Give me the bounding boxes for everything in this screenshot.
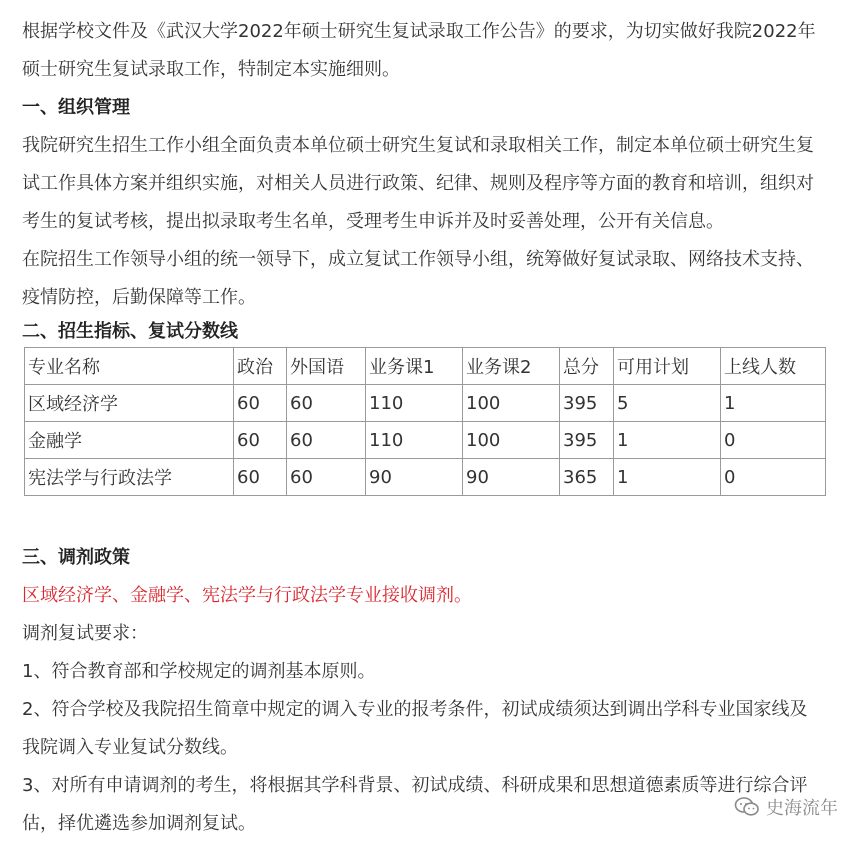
- header-cell: 总分: [560, 348, 614, 385]
- table-cell: 0: [721, 459, 826, 496]
- table-cell: 5: [614, 385, 721, 422]
- table-cell: 1: [614, 459, 721, 496]
- intro-line-1: 根据学校文件及《武汉大学2022年硕士研究生复试录取工作公告》的要求，为切实做好我院2022年: [22, 21, 816, 42]
- table-cell: 1: [721, 385, 826, 422]
- watermark-text: 史海流年: [766, 798, 838, 819]
- table-cell: 60: [287, 385, 366, 422]
- watermark: [734, 794, 838, 820]
- header-cell: 上线人数: [721, 348, 826, 385]
- table-cell: 1: [614, 422, 721, 459]
- section1-line-1: 我院研究生招生工作小组全面负责本单位硕士研究生复试和录取相关工作，制定本单位硕士研究生复: [22, 135, 814, 156]
- section1-line-2: 试工作具体方案并组织实施，对相关人员进行政策、纪律、规则及程序等方面的教育和培训，组织对: [22, 173, 814, 194]
- section3-line-1: 调剂复试要求：: [22, 623, 148, 644]
- header-cell: 业务课1: [366, 348, 463, 385]
- section1-heading: 一、组织管理: [22, 97, 130, 118]
- table-row: [25, 422, 826, 459]
- header-cell: 业务课2: [463, 348, 560, 385]
- table-cell: 宪法学与行政法学: [25, 459, 234, 496]
- section3-line-5: 3、对所有申请调剂的考生，将根据其学科背景、初试成绩、科研成果和思想道德素质等进行综合评: [22, 775, 808, 796]
- section3-line-6: 估，择优遴选参加调剂复试。: [22, 813, 256, 834]
- intro-line-2: 硕士研究生复试录取工作，特制定本实施细则。: [22, 59, 400, 80]
- table-row: [25, 385, 826, 422]
- score-table: [24, 347, 826, 496]
- table-cell: 100: [463, 422, 560, 459]
- section2-heading: 二、招生指标、复试分数线: [22, 321, 238, 342]
- section1-line-4: 在院招生工作领导小组的统一领导下，成立复试工作领导小组，统筹做好复试录取、网络技术支持、: [22, 249, 814, 270]
- section3-line-3: 2、符合学校及我院招生简章中规定的调入专业的报考条件，初试成绩须达到调出学科专业国家线及: [22, 699, 808, 720]
- section1-line-5: 疫情防控，后勤保障等工作。: [22, 287, 256, 308]
- table-cell: 金融学: [25, 422, 234, 459]
- table-cell: 110: [366, 422, 463, 459]
- section3-heading: 三、调剂政策: [22, 547, 130, 568]
- transfer-majors-highlight: 区域经济学、金融学、宪法学与行政法学专业接收调剂。: [22, 585, 472, 606]
- wechat-icon: [734, 796, 760, 818]
- table-cell: 90: [463, 459, 560, 496]
- table-cell: 395: [560, 422, 614, 459]
- table-cell: 395: [560, 385, 614, 422]
- table-cell: 100: [463, 385, 560, 422]
- section1-line-3: 考生的复试考核，提出拟录取考生名单，受理考生申诉并及时妥善处理，公开有关信息。: [22, 211, 724, 232]
- table-cell: 60: [287, 459, 366, 496]
- header-cell: 可用计划: [614, 348, 721, 385]
- table-cell: 0: [721, 422, 826, 459]
- table-cell: 60: [234, 385, 287, 422]
- table-cell: 60: [287, 422, 366, 459]
- section3-line-2: 1、符合教育部和学校规定的调剂基本原则。: [22, 661, 376, 682]
- table-cell: 110: [366, 385, 463, 422]
- section3-line-4: 我院调入专业复试分数线。: [22, 737, 238, 758]
- table-cell: 60: [234, 459, 287, 496]
- header-cell: 政治: [234, 348, 287, 385]
- header-cell: 专业名称: [25, 348, 234, 385]
- table-cell: 60: [234, 422, 287, 459]
- table-row: [25, 459, 826, 496]
- table-cell: 90: [366, 459, 463, 496]
- header-cell: 外国语: [287, 348, 366, 385]
- table-header-row: [25, 348, 826, 385]
- table-cell: 区域经济学: [25, 385, 234, 422]
- table-cell: 365: [560, 459, 614, 496]
